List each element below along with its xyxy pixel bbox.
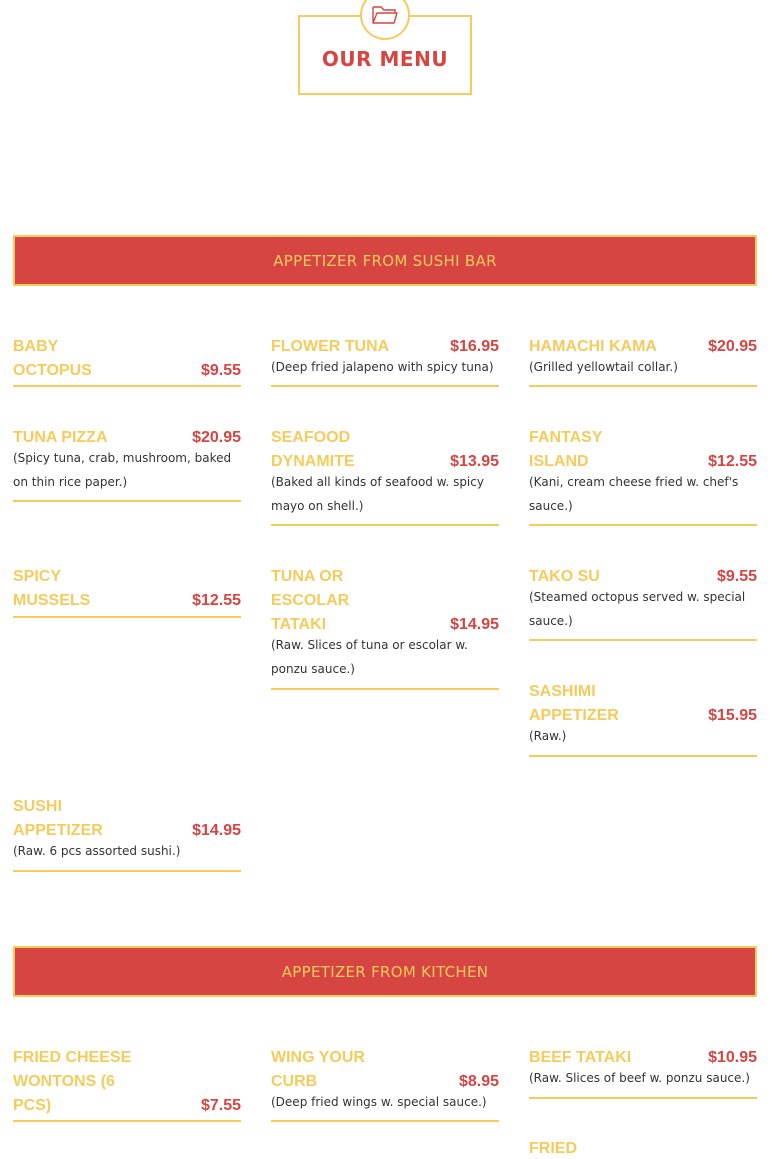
- category-title: APPETIZER FROM SUSHI BAR: [273, 251, 497, 270]
- item-description: (Baked all kinds of seafood w. spicy mayo on shell.): [271, 475, 484, 513]
- category-banner-sushi-bar: [13, 235, 757, 286]
- item-name: HAMACHI KAMA: [529, 338, 657, 355]
- item-name: TUNA OR ESCOLAR TATAKI: [271, 568, 350, 633]
- item-description: (Deep fried wings w. special sauce.): [271, 1095, 487, 1109]
- item-price: $13.95: [450, 453, 499, 470]
- item-price: $20.95: [192, 429, 241, 446]
- category-title: APPETIZER FROM KITCHEN: [281, 962, 489, 981]
- item-price: $9.55: [716, 568, 757, 585]
- item-description: (Raw. Slices of beef w. ponzu sauce.): [529, 1071, 750, 1085]
- item-price: $15.95: [708, 707, 757, 724]
- item-description: (Grilled yellowtail collar.): [529, 360, 678, 374]
- item-name: FLOWER TUNA: [271, 338, 390, 355]
- item-price: $12.55: [708, 453, 757, 470]
- item-description: (Raw.): [529, 729, 567, 743]
- item-price: $9.55: [200, 362, 241, 379]
- item-name: SASHIMI APPETIZER: [529, 683, 619, 724]
- item-name: SPICY MUSSELS: [13, 568, 91, 609]
- item-price: $10.95: [708, 1049, 757, 1066]
- menu-item[interactable]: [13, 565, 241, 618]
- menu-item[interactable]: [13, 426, 241, 502]
- item-name: FRIED CHEESE WONTONS (6 PCS): [13, 1049, 132, 1114]
- item-name: SEAFOOD DYNAMITE: [271, 429, 355, 470]
- item-name: BABY OCTOPUS: [13, 338, 92, 379]
- item-description: (Kani, cream cheese fried w. chef's sauce.): [529, 475, 739, 513]
- item-name: BEEF TATAKI: [529, 1049, 632, 1066]
- page-title: OUR MENU: [321, 47, 449, 71]
- item-price: $14.95: [450, 616, 499, 633]
- item-description: (Raw. Slices of tuna or escolar w. ponzu sauce.): [271, 638, 468, 676]
- item-description: (Spicy tuna, crab, mushroom, baked on thin rice paper.): [13, 451, 232, 489]
- item-price: $16.95: [450, 338, 499, 355]
- menu-item[interactable]: [529, 565, 757, 641]
- item-name: FRIED: [529, 1140, 577, 1157]
- menu-item[interactable]: [271, 565, 499, 690]
- item-name: TAKO SU: [529, 568, 600, 585]
- item-price: $12.55: [192, 592, 241, 609]
- item-price: $8.95: [458, 1073, 499, 1090]
- menu-item[interactable]: [529, 1137, 757, 1159]
- item-price: $7.55: [200, 1097, 241, 1114]
- menu-item[interactable]: [529, 335, 757, 387]
- menu-item[interactable]: [271, 335, 499, 387]
- item-description: (Deep fried jalapeno with spicy tuna): [271, 360, 494, 374]
- menu-item[interactable]: [529, 1046, 757, 1099]
- menu-item[interactable]: [529, 426, 757, 526]
- folder-open-icon: [371, 3, 399, 27]
- item-price: $14.95: [192, 822, 241, 839]
- item-description: (Raw. 6 pcs assorted sushi.): [13, 844, 181, 858]
- menu-item[interactable]: [13, 335, 241, 387]
- menu-item[interactable]: [529, 680, 757, 757]
- item-name: TUNA PIZZA: [13, 429, 108, 446]
- item-name: FANTASY ISLAND: [529, 429, 603, 470]
- category-banner-kitchen: [13, 946, 757, 997]
- menu-item[interactable]: [13, 1046, 241, 1122]
- menu-item[interactable]: [13, 795, 241, 872]
- item-price: $20.95: [708, 338, 757, 355]
- item-name: WING YOUR CURB: [271, 1049, 365, 1090]
- menu-item[interactable]: [271, 1046, 499, 1122]
- item-description: (Steamed octopus served w. special sauce.): [529, 590, 746, 628]
- item-name: SUSHI APPETIZER: [13, 798, 103, 839]
- menu-item[interactable]: [271, 426, 499, 526]
